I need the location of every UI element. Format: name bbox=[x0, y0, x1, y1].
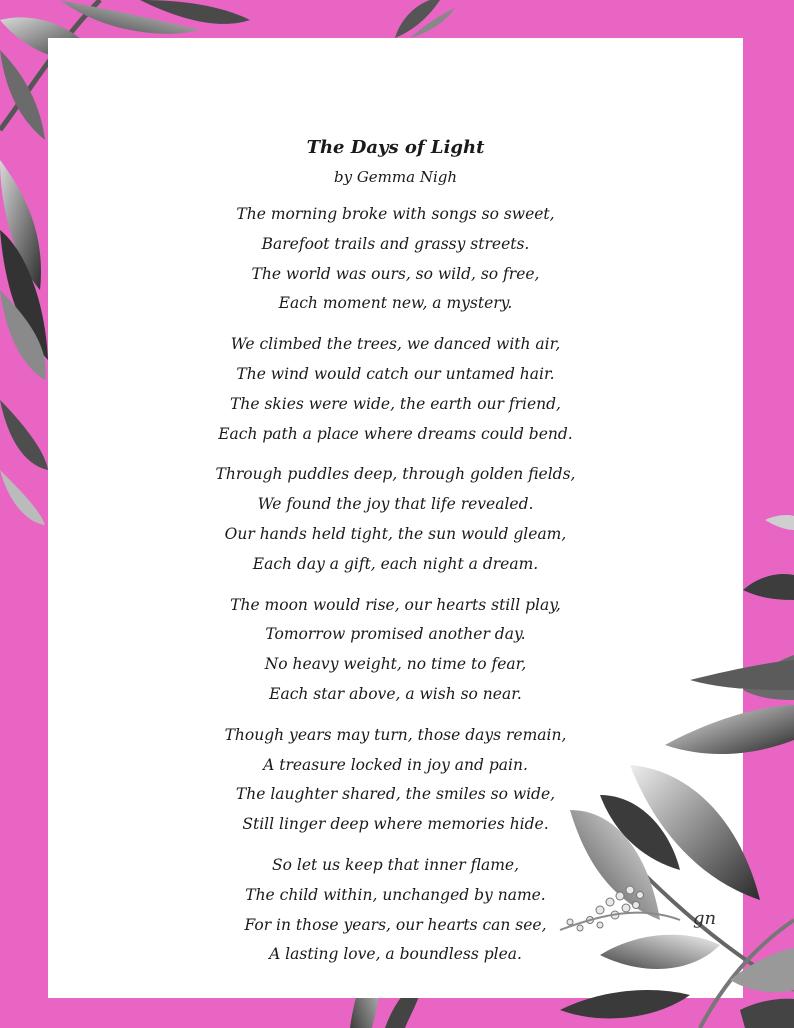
poem-line: Still linger deep where memories hide. bbox=[242, 815, 549, 834]
poem-line: Each star above, a wish so near. bbox=[269, 684, 522, 703]
stanza bbox=[48, 721, 743, 840]
poem-line: So let us keep that inner flame, bbox=[271, 855, 520, 874]
stanza bbox=[48, 330, 743, 449]
poem-line: A treasure locked in joy and pain. bbox=[263, 755, 528, 774]
poem-line: The laughter shared, the smiles so wide, bbox=[235, 785, 556, 804]
poem-line: Though years may turn, those days remain, bbox=[224, 725, 567, 744]
stanza bbox=[48, 851, 743, 970]
poem-line: The morning broke with songs so sweet, bbox=[236, 205, 555, 223]
poem-line: Tomorrow promised another day. bbox=[265, 625, 526, 644]
poem-title: The Days of Light bbox=[306, 137, 485, 158]
poem-line: We found the joy that life revealed. bbox=[257, 495, 534, 514]
stanza bbox=[48, 591, 743, 710]
poem-line: The moon would rise, our hearts still play, bbox=[230, 595, 561, 614]
poem-line: Our hands held tight, the sun would gleam, bbox=[224, 524, 567, 543]
poem-line: The child within, unchanged by name. bbox=[245, 885, 546, 904]
poem bbox=[48, 134, 743, 981]
stanza bbox=[48, 460, 743, 579]
poem-line: Through puddles deep, through golden fields, bbox=[215, 465, 576, 484]
poem-line: A lasting love, a boundless plea. bbox=[269, 945, 522, 964]
poem-line: For in those years, our hearts can see, bbox=[244, 915, 547, 934]
poem-line: Each day a gift, each night a dream. bbox=[252, 554, 539, 573]
poem-author: by Gemma Nigh bbox=[333, 168, 458, 186]
signature: gn bbox=[693, 908, 717, 929]
poem-line: No heavy weight, no time to fear, bbox=[264, 655, 527, 674]
poem-line: The world was ours, so wild, so free, bbox=[251, 264, 540, 283]
poem-line: We climbed the trees, we danced with air, bbox=[230, 335, 561, 354]
poem-line: Each path a place where dreams could bend. bbox=[218, 424, 573, 443]
poem-page bbox=[48, 38, 743, 998]
stanza bbox=[48, 200, 743, 319]
poem-line: The skies were wide, the earth our friend, bbox=[230, 394, 561, 413]
poem-line: Barefoot trails and grassy streets. bbox=[261, 234, 530, 253]
poem-line: Each moment new, a mystery. bbox=[278, 294, 513, 313]
poem-line: The wind would catch our untamed hair. bbox=[236, 364, 555, 383]
